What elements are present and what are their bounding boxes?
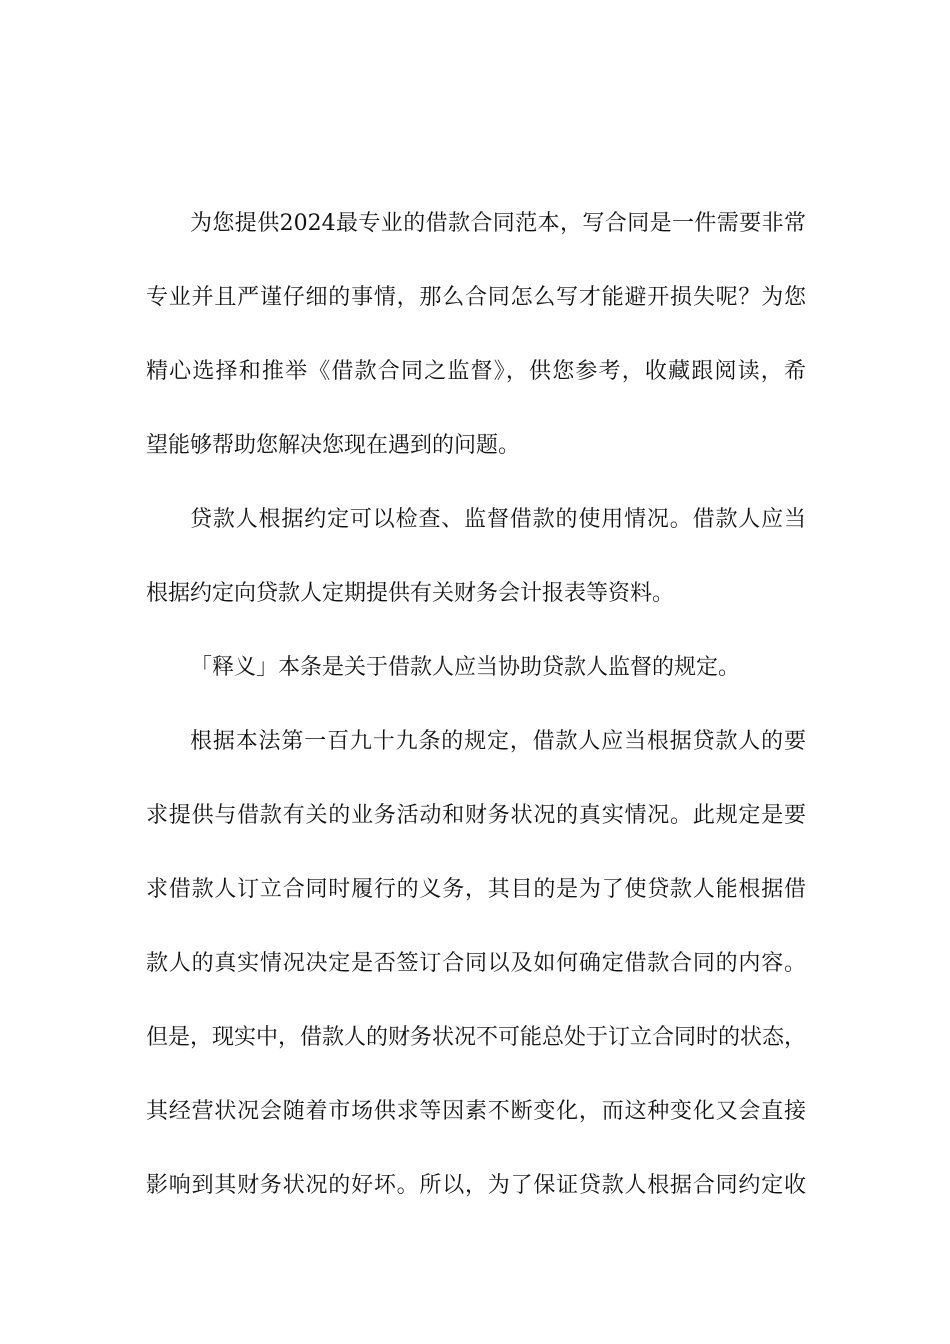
paragraph-line: 贷款人根据约定可以检查、监督借款的使用情况。借款人应当 (190, 507, 806, 532)
paragraph-line: 为您提供2024最专业的借款合同范本，写合同是一件需要非常 (190, 211, 806, 236)
paragraph-line: 影响到其财务状况的好坏。所以，为了保证贷款人根据合同约定收 (146, 1173, 806, 1198)
paragraph-line: 但是，现实中，借款人的财务状况不可能总处于订立合同时的状态， (146, 1025, 807, 1050)
paragraph-line: 「释义」本条是关于借款人应当协助贷款人监督的规定。 (190, 655, 741, 680)
paragraph-line: 专业并且严谨仔细的事情，那么合同怎么写才能避开损失呢？为您 (146, 285, 806, 310)
paragraph-line: 求提供与借款有关的业务活动和财务状况的真实情况。此规定是要 (146, 803, 806, 828)
paragraph-line: 款人的真实情况决定是否签订合同以及如何确定借款合同的内容。 (146, 951, 806, 976)
paragraph-line: 精心选择和推举《借款合同之监督》，供您参考，收藏跟阅读，希 (146, 359, 806, 384)
paragraph-line: 望能够帮助您解决您现在遇到的问题。 (146, 433, 521, 458)
paragraph-line: 根据本法第一百九十九条的规定，借款人应当根据贷款人的要 (190, 729, 806, 754)
paragraph-line: 其经营状况会随着市场供求等因素不断变化，而这种变化又会直接 (146, 1099, 806, 1124)
document-body (146, 202, 806, 1238)
paragraph-line: 求借款人订立合同时履行的义务，其目的是为了使贷款人能根据借 (146, 877, 806, 902)
paragraph-line: 根据约定向贷款人定期提供有关财务会计报表等资料。 (146, 581, 675, 606)
